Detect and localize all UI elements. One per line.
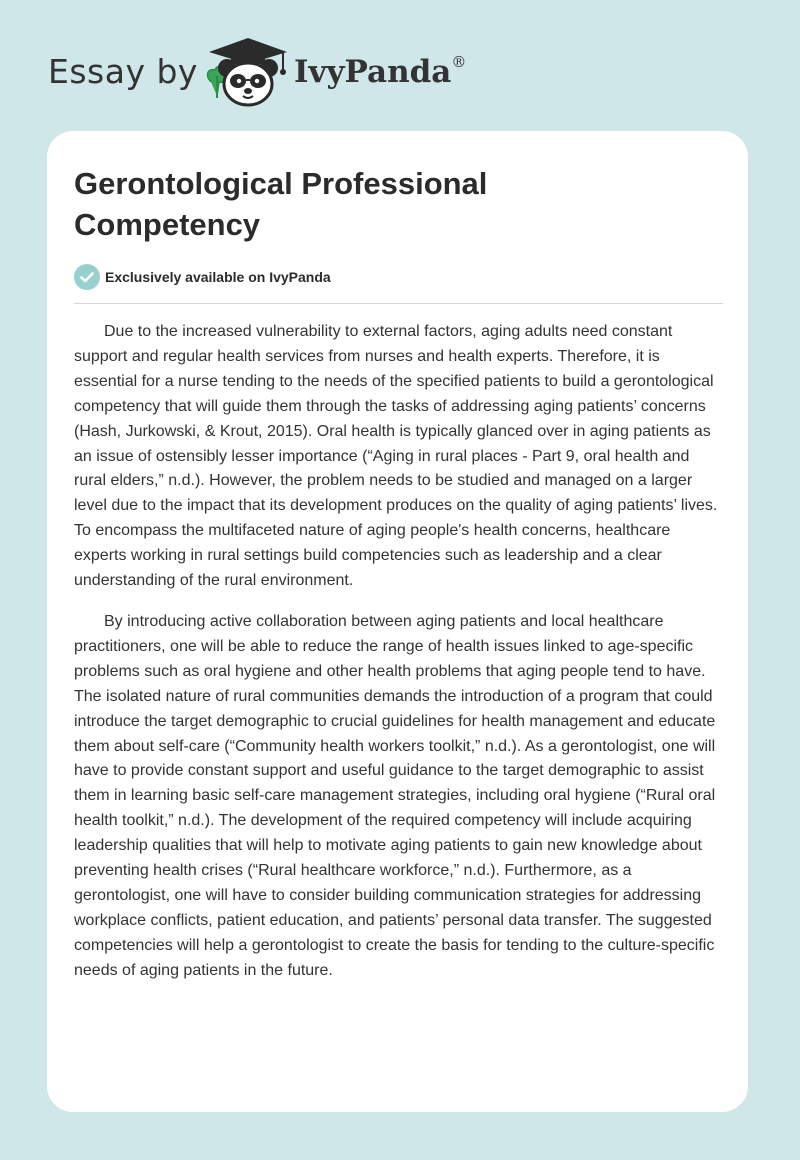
article-body — [74, 320, 725, 1000]
panda-mascot-icon — [203, 36, 293, 108]
brand-name: IvyPanda® — [294, 52, 467, 90]
brand-logo[interactable] — [48, 30, 508, 110]
paragraph: By introducing active collaboration between aging patients and local healthcare practitioners, one will be able to reduce the range of health issues linked to age-specific problems such as oral hygiene and other health problems that aging people tend to have. The isolated nature of rural communities demands the introduction of a program that could introduce the target demographic to crucial guidelines for health management and educate them about self-care (“Community health workers toolkit,” n.d.). As a gerontologist, one will have to provide constant support and useful guidance to the target demographic to assist them in learning basic self-care management strategies, including oral hygiene (“Rural oral health toolkit,” n.d.). The development of the required competency will include acquiring leadership qualities that will help to motivate aging patients to gain new knowledge about preventing health crises (“Rural healthcare workforce,” n.d.). Furthermore, as a gerontologist, one will have to consider building communication strategies for addressing workplace conflicts, patient education, and patients’ personal data transfer. The suggested competencies will help a gerontologist to create the basis for tending to the culture-specific needs of aging patients in the future. — [74, 612, 716, 979]
page-title: Gerontological Professional Competency — [74, 166, 488, 242]
divider — [74, 303, 723, 304]
article-card — [47, 131, 748, 1112]
badge-label: Exclusively available on IvyPanda — [105, 269, 331, 285]
brand-prefix: Essay by — [48, 52, 198, 91]
paragraph: Due to the increased vulnerability to external factors, aging adults need constant support and regular health services from nurses and health experts. Therefore, it is essential for a nurse tending to the needs of the specified patients to build a gerontological competency that will guide them through the tasks of addressing aging patients’ concerns (Hash, Jurkowski, & Krout, 2015). Oral health is typically glanced over in aging patients as an issue of ostensibly lesser importance (“Aging in rural places - Part 9, oral health and rural elders,” n.d.). However, the problem needs to be studied and managed on a larger level due to the impact that its development produces on the quality of aging patients’ lives. To encompass the multifaceted nature of aging people's health concerns, healthcare experts working in rural settings build competencies such as leadership and a clear understanding of the rural environment. — [74, 323, 718, 590]
check-circle-icon — [74, 264, 100, 290]
